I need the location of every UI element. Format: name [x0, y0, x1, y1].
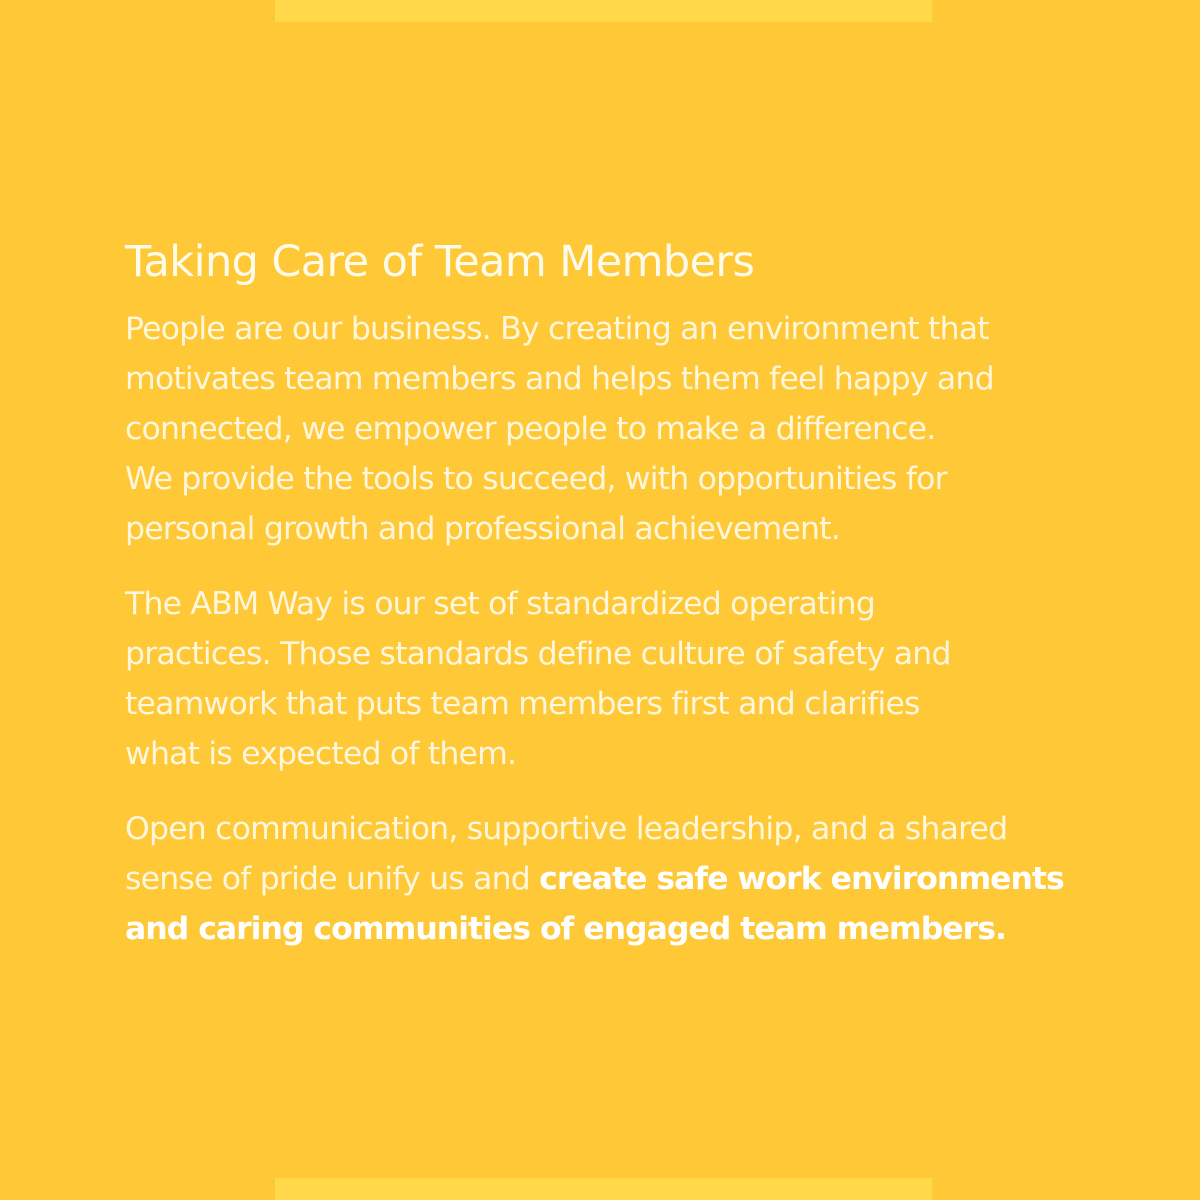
paragraph-line: teamwork that puts team members first and clarifies [125, 686, 920, 722]
paragraph-line: connected, we empower people to make a difference. [125, 411, 936, 447]
section-heading: Taking Care of Team Members [125, 237, 755, 287]
paragraph-line: The ABM Way is our set of standardized operating [125, 586, 875, 622]
content-block [125, 230, 1075, 979]
top-accent-bar [275, 0, 932, 22]
bottom-accent-bar [275, 1178, 932, 1200]
paragraph-line: We provide the tools to succeed, with opportunities for [125, 461, 947, 497]
paragraph-abm-way [125, 579, 1075, 779]
paragraph-line: practices. Those standards define culture of safety and [125, 636, 951, 672]
paragraph-line: personal growth and professional achievement. [125, 511, 840, 547]
bold-highlight-line: and caring communities of engaged team members. [125, 911, 1006, 947]
bold-highlight-text: create safe work environments [539, 861, 1064, 897]
paragraph-line-mixed [125, 854, 1075, 904]
paragraph-communication [125, 804, 1075, 954]
paragraph-line: Open communication, supportive leadership, and a shared [125, 811, 1008, 847]
paragraph-people [125, 304, 1075, 554]
paragraph-line: motivates team members and helps them feel happy and [125, 361, 994, 397]
paragraph-line: what is expected of them. [125, 736, 517, 772]
paragraph-line: People are our business. By creating an environment that [125, 311, 989, 347]
regular-text: sense of pride unify us and [125, 861, 540, 897]
